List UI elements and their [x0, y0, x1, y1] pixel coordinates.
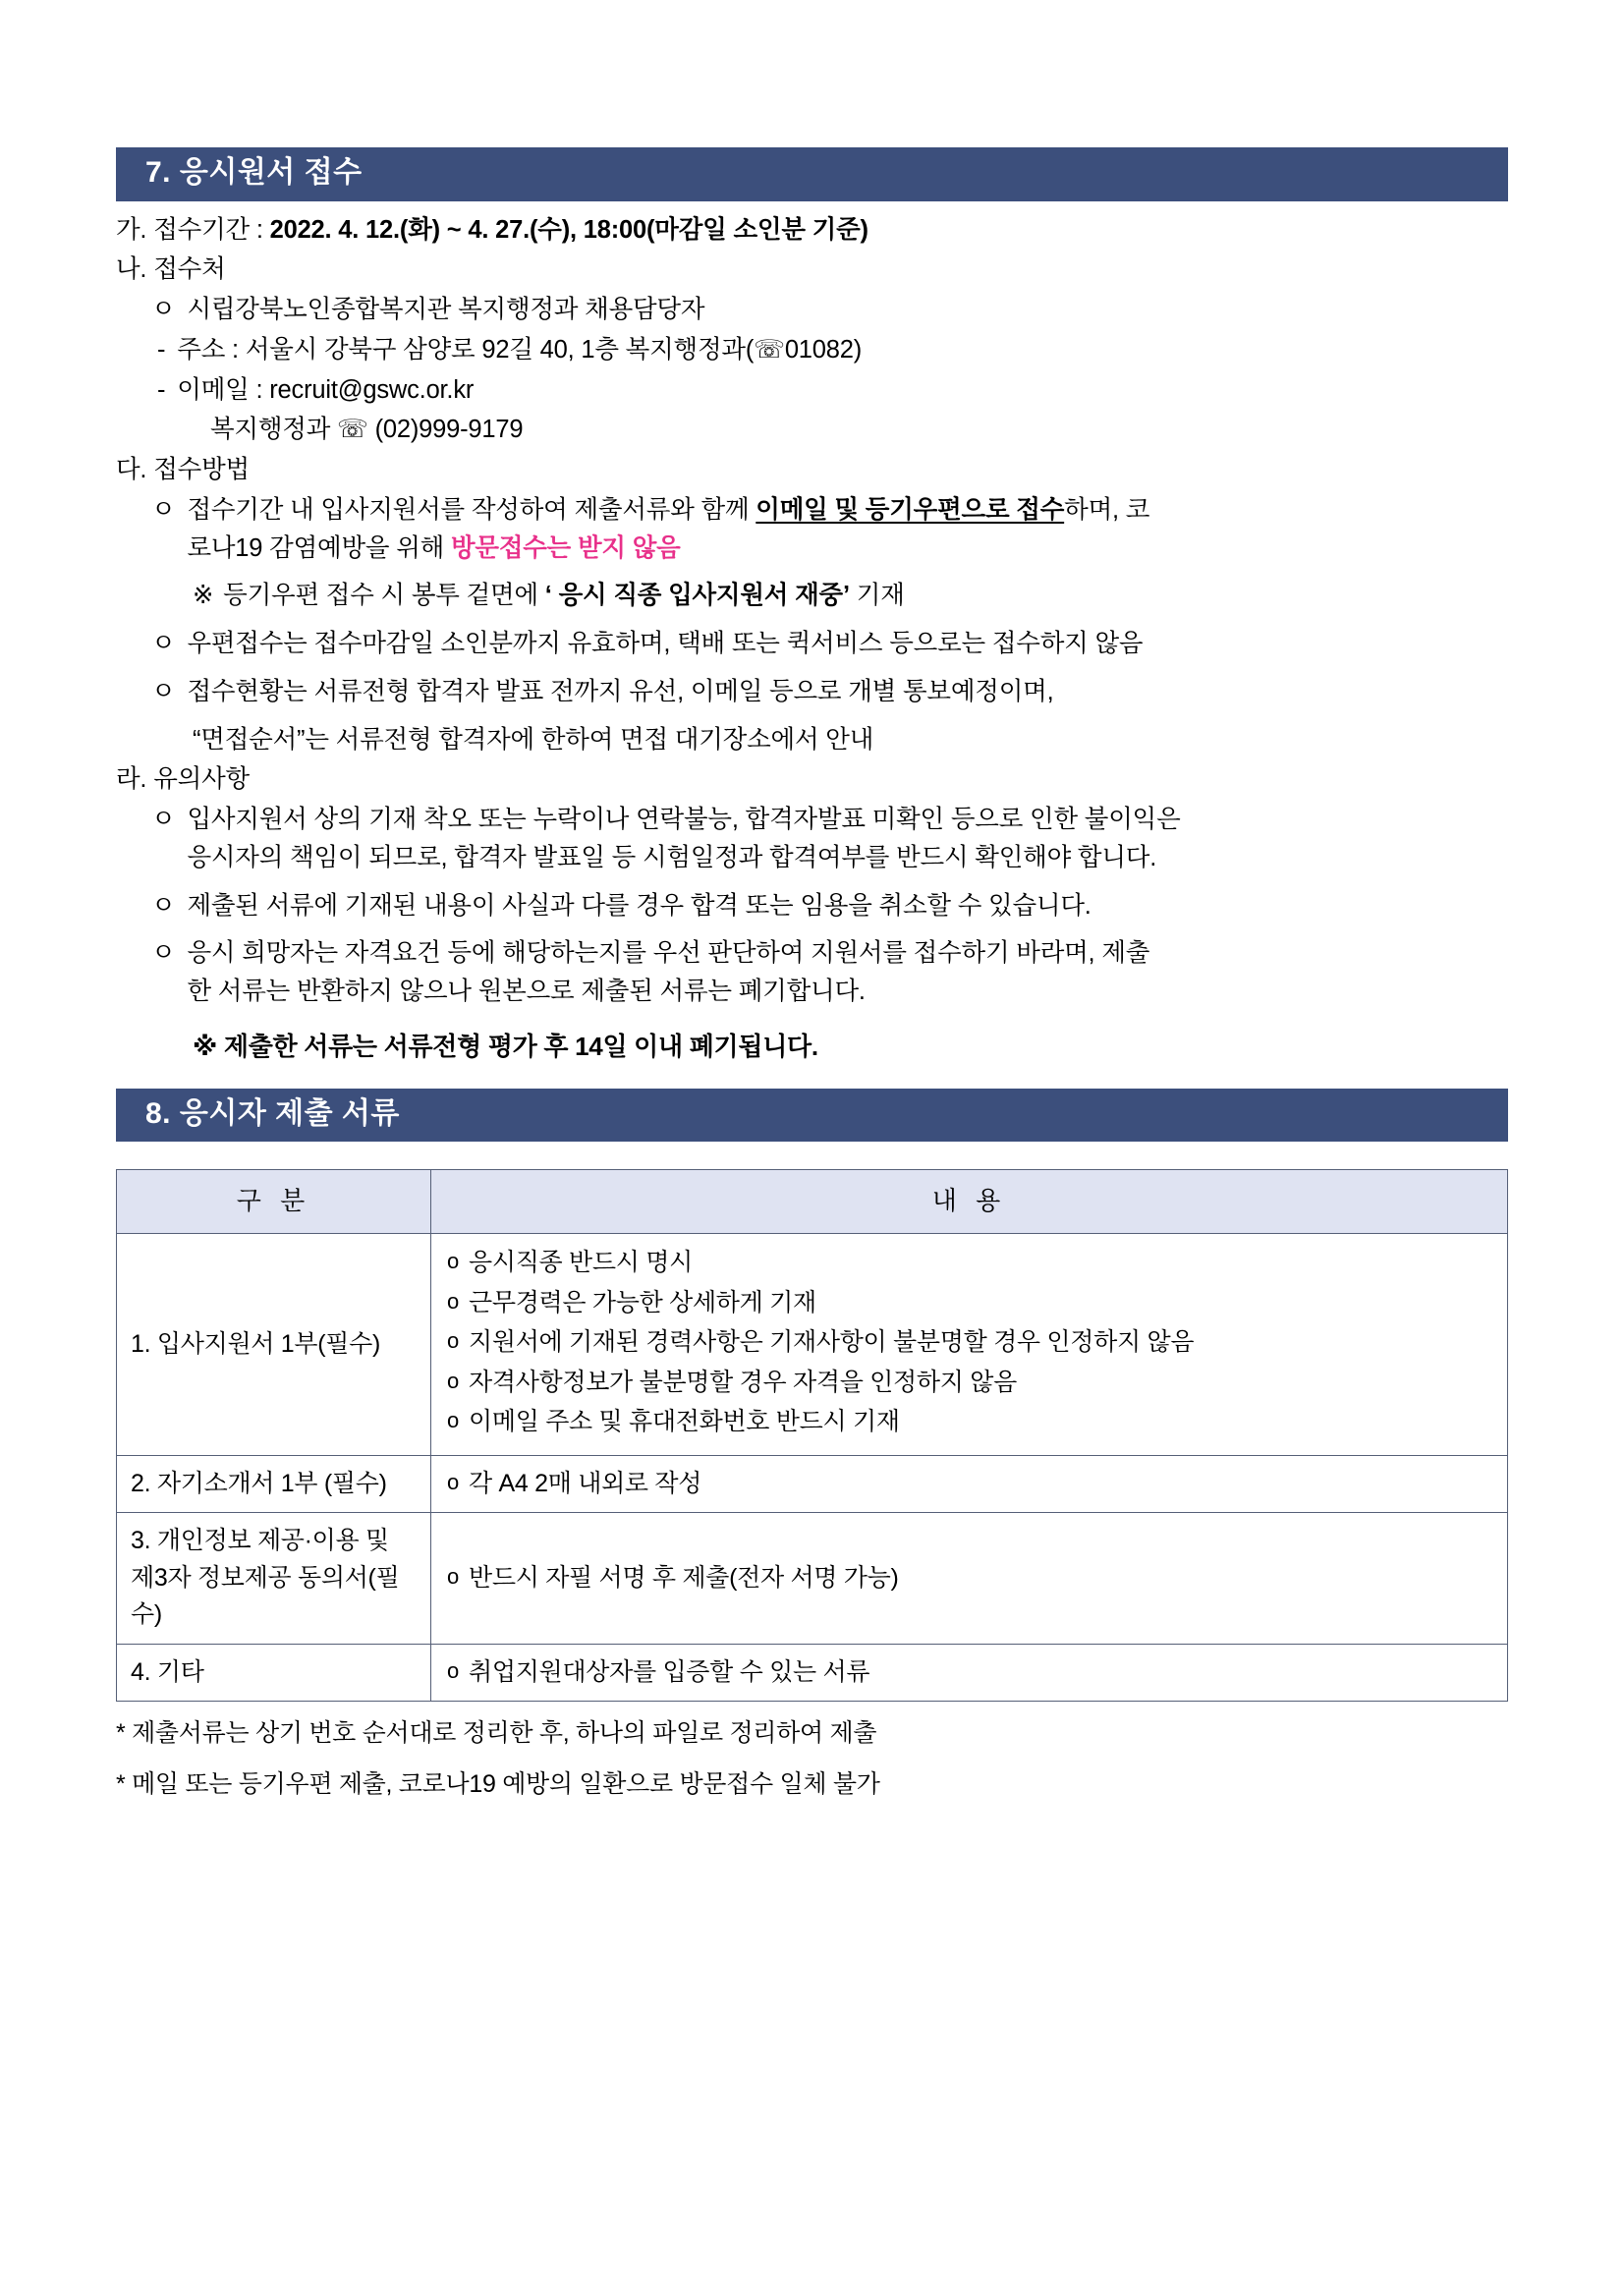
dash-marker-icon-2: -: [157, 375, 166, 404]
footnote-2: * 메일 또는 등기우편 제출, 코로나19 예방의 일환으로 방문접수 일체 불가: [116, 1769, 880, 1798]
notice3-line1: 응시 희망자는 자격요건 등에 해당하는지를 우선 판단하여 지원서를 접수하기 바라며, 제출: [187, 939, 1150, 968]
circle-marker-icon: ㅇ: [151, 296, 176, 323]
notice3-line2: 한 서류는 반환하지 않으나 원본으로 제출된 서류는 폐기합니다.: [187, 978, 866, 1005]
table-row: [117, 1455, 1508, 1513]
notice-item-3: [151, 934, 1508, 1011]
receipt-email: 이메일 : recruit@gswc.or.kr: [177, 375, 475, 404]
document-discard-note: ※ 제출한 서류는 서류전형 평가 후 14일 이내 폐기됩니다.: [193, 1031, 818, 1061]
list-item: o 지원서에 기재된 경력사항은 기재사항이 불분명할 경우 인정하지 않음: [445, 1325, 1493, 1361]
receipt-method-note-text: [223, 577, 1508, 615]
row-category-4-line1: 4. 기타: [131, 1657, 204, 1686]
table-row: [117, 1644, 1508, 1702]
row-category-4: [117, 1644, 431, 1702]
table-header-content: 내 용: [431, 1170, 1508, 1234]
circle-marker-icon-2: ㅇ: [151, 495, 176, 524]
circle-marker-icon-4: ㅇ: [151, 677, 176, 705]
row-category-2: [117, 1455, 431, 1513]
list-item: o 취업지원대상자를 입증할 수 있는 서류: [445, 1655, 1493, 1691]
receipt-period-label: 가. 접수기간 :: [116, 215, 263, 244]
method1-bold: 이메일 및 등기우편으로 접수: [756, 495, 1065, 524]
receipt-method-note: [193, 577, 1508, 615]
list-item: o 각 A4 2매 내외로 작성: [445, 1467, 1493, 1502]
notice-text-2: 제출된 서류에 기재된 내용이 사실과 다를 경우 합격 또는 임용을 취소할 수 있습니다.: [187, 891, 1092, 920]
method1-line2-highlight: 방문접수는 받지 않음: [450, 533, 681, 562]
notice1-line2: 응시자의 책임이 되므로, 합격자 발표일 등 시험일정과 합격여부를 반드시 확인해야 합니다.: [187, 843, 1157, 871]
footnote-1: * 제출서류는 상기 번호 순서대로 정리한 후, 하나의 파일로 정리하여 제출: [116, 1719, 877, 1748]
row-content-1: [431, 1234, 1508, 1456]
notice-text-1: [187, 801, 1508, 877]
notice-item-1: [151, 801, 1508, 877]
list-item: o 응시직종 반드시 명시: [445, 1246, 1493, 1281]
receipt-method-item-1: [151, 491, 1508, 568]
section-heading-7: 7. 응시원서 접수: [116, 147, 1508, 201]
list-item: o 근무경력은 가능한 상세하게 기재: [445, 1286, 1493, 1321]
row-category-3-line1: 3. 개인정보 제공·이용 및: [131, 1527, 389, 1555]
table-header-category: 구 분: [117, 1170, 431, 1234]
spacer: [116, 713, 1508, 721]
spacer: [116, 665, 1508, 673]
row-category-3: [117, 1513, 431, 1645]
dash-marker-icon: -: [157, 335, 166, 364]
notice-label: 라. 유의사항: [116, 765, 250, 794]
list-item: o 이메일 주소 및 휴대전화번호 반드시 기재: [445, 1405, 1493, 1440]
table-header-row: [117, 1170, 1508, 1234]
circle-marker-icon-5: ㅇ: [151, 806, 176, 833]
note-marker-icon: ※: [193, 582, 214, 610]
method1-part2: 하며, 코: [1064, 495, 1150, 524]
row-content-4: [431, 1644, 1508, 1702]
row-category-1-line1: 1. 입사지원서 1부(필수): [131, 1329, 380, 1358]
note-bold: ‘ 응시 직종 입사지원서 재중’: [544, 582, 850, 610]
receipt-method-text-3: 접수현황는 서류전형 합격자 발표 전까지 유선, 이메일 등으로 개별 통보예정이며,: [187, 677, 1054, 705]
section-heading-8: 8. 응시자 제출 서류: [116, 1089, 1508, 1143]
receipt-method-label: 다. 접수방법: [116, 456, 250, 483]
row-category-1: [117, 1234, 431, 1456]
receipt-method-text-2: 우편접수는 접수마감일 소인분까지 유효하며, 택배 또는 퀵서비스 등으로는 접수하지 않음: [187, 630, 1144, 657]
receipt-method-item-3: [151, 673, 1508, 711]
receipt-method-item-2: [151, 625, 1508, 663]
receipt-place-item: [151, 291, 1508, 329]
table-row: [117, 1513, 1508, 1645]
receipt-email-item: [157, 371, 1508, 410]
interview-order-note: “면접순서”는 서류전형 합격자에 한하여 면접 대기장소에서 안내: [193, 725, 874, 754]
note-part1: 등기우편 접수 시 봉투 겉면에: [223, 582, 545, 610]
receipt-place-label: 나. 접수처: [116, 255, 226, 284]
notice1-line1: 입사지원서 상의 기재 착오 또는 누락이나 연락불능, 합격자발표 미확인 등으로 인한 불이익은: [187, 806, 1181, 833]
spacer: [116, 617, 1508, 625]
row-category-2-line1: 2. 자기소개서 1부 (필수): [131, 1469, 387, 1497]
circle-marker-icon-6: ㅇ: [151, 891, 176, 920]
notice-item-2: [151, 887, 1508, 925]
circle-marker-icon-7: ㅇ: [151, 939, 176, 968]
receipt-period-value: 2022. 4. 12.(화) ~ 4. 27.(수), 18:00(마감일 소인분 기준): [269, 215, 868, 244]
table-row: [117, 1234, 1508, 1456]
list-item: o 자격사항정보가 불분명할 경우 자격을 인정하지 않음: [445, 1366, 1493, 1401]
receipt-method-text-1: [187, 491, 1508, 568]
row-category-3-line2: 제3자 정보제공 동의서(필수): [131, 1563, 400, 1629]
spacer: [116, 879, 1508, 887]
list-item: o 반드시 자필 서명 후 제출(전자 서명 가능): [445, 1561, 1493, 1596]
receipt-address-item: [157, 331, 1508, 369]
receipt-place-org: 시립강북노인종합복지관 복지행정과 채용담당자: [187, 296, 705, 323]
receipt-phone: 복지행정과 ☏ (02)999-9179: [210, 416, 524, 444]
spacer: [116, 569, 1508, 577]
notice-text-3: [187, 934, 1508, 1011]
circle-marker-icon-3: ㅇ: [151, 630, 176, 657]
required-documents-table: [116, 1169, 1508, 1702]
method1-part1: 접수기간 내 입사지원서를 작성하여 제출서류와 함께: [187, 495, 756, 524]
receipt-address: 주소 : 서울시 강북구 삼양로 92길 40, 1층 복지행정과(☏01082): [177, 335, 863, 364]
receipt-period-line: [116, 211, 1508, 250]
spacer: [116, 926, 1508, 934]
note-part2: 기재: [849, 582, 905, 610]
row-content-3: [431, 1513, 1508, 1645]
method1-line2-part1: 로나19 감염예방을 위해: [187, 533, 451, 562]
row-content-2: [431, 1455, 1508, 1513]
